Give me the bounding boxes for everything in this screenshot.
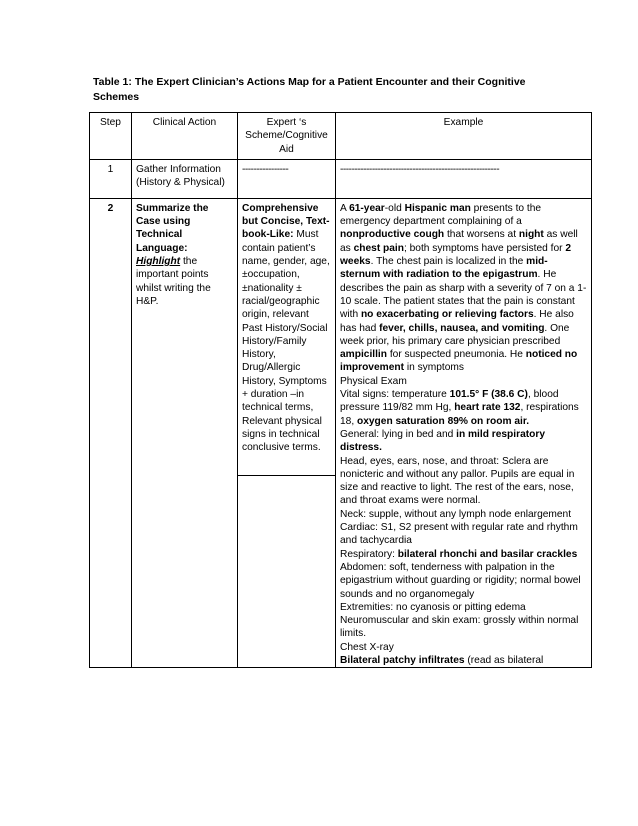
example-chest-xray-heading: Chest X-ray [340, 641, 394, 653]
table-row-step-2 [90, 198, 592, 667]
text-run: as well as [340, 229, 578, 254]
text-run: bilateral rhonchi and basilar crackles [397, 548, 578, 560]
step-2-number: 2 [107, 202, 114, 214]
table-row-step-1 [90, 159, 592, 198]
step-2-aid [238, 199, 335, 476]
step-1-example-dashes: ------------------------------------------------------- [340, 163, 500, 175]
step-1-action: Gather Information (History & Physical) [132, 159, 238, 198]
text-run: . The chest pain is localized in the [370, 256, 527, 268]
text-run: (read as bilateral [464, 654, 544, 666]
example-abdomen: Abdomen: soft, tenderness with palpation in the epigastrium without guarding or rigidity; normal bowel sounds and no organomegaly [340, 561, 581, 600]
example-heent: Head, eyes, ears, nose, and throat: Sclera are nonicteric and without any pallor. Pupils are equal in size and reactive to light. The rest of the ears, nose, and throat exams were normal. [340, 455, 575, 507]
step-2-aid-bold: Comprehensive but Concise, Text-book-Like: [242, 202, 330, 241]
example-extremities: Extremities: no cyanosis or pitting edema [340, 601, 526, 613]
example-physical-exam-heading: Physical Exam [340, 375, 407, 387]
text-run: night [518, 229, 544, 241]
step-1-number: 1 [90, 159, 132, 198]
example-neuromuscular: Neuromuscular and skin exam: grossly within normal limits. [340, 615, 579, 640]
example-history-paragraph [340, 202, 587, 375]
step-2-example [336, 198, 592, 667]
example-infiltrates [340, 654, 587, 667]
text-run: , respirations 18, [340, 402, 579, 427]
text-run: oxygen saturation 89% on room air. [357, 415, 530, 427]
text-run: 2 weeks [340, 242, 572, 268]
text-run: ampicillin [340, 349, 387, 361]
text-run: 61-year [349, 202, 385, 214]
example-cardiac: Cardiac: S1, S2 present with regular rate and rhythm and tachycardia [340, 522, 578, 547]
text-run: . One week prior, his primary care physician prescribed [340, 322, 570, 347]
step-2-action-highlight: Highlight [136, 256, 181, 268]
text-run: noticed no improvement [340, 349, 578, 374]
text-run: ; both symptoms have persisted for [403, 242, 566, 254]
text-run: Bilateral patchy infiltrates [340, 654, 465, 666]
step-2-action-bold: Summarize the Case using Technical Language: [136, 202, 209, 254]
example-vital-signs [340, 388, 587, 428]
text-run: chest pain [353, 242, 404, 254]
text-run: Hispanic man [404, 202, 471, 214]
text-run: for suspected pneumonia. He [387, 349, 526, 361]
example-respiratory [340, 548, 587, 561]
text-run: heart rate 132 [454, 402, 521, 414]
table-header-row [90, 113, 592, 160]
step-2-aid-rest: Must contain patient’s name, gender, age, ±occupation, ±nationality ± racial/geographic origin, relevant Past History/Social History/Family History, Drug/Allergic History, Symptoms + duration –in technical terms, Relevant physical signs in technical conclusive terms. [242, 229, 330, 454]
text-run: . He describes the pain as sharp with a severity of 7 on a 1-10 scale. The patient states that the pain is constant with [340, 269, 587, 321]
text-run: 101.5° F (38.6 C) [449, 389, 528, 401]
text-run: General: lying in bed and [340, 428, 457, 440]
example-neck: Neck: supple, without any lymph node enlargement [340, 508, 572, 520]
text-run: that worsens at [444, 229, 519, 241]
text-run: nonproductive cough [340, 229, 445, 241]
step-2-action-rest: the important points whilst writing the H&P. [136, 256, 211, 307]
example-general [340, 428, 587, 455]
text-run: no exacerbating or relieving factors [360, 309, 534, 321]
header-example: Example [336, 113, 592, 160]
text-run: fever, chills, nausea, and vomiting [379, 322, 545, 334]
step-1-aid-dashes: ---------------- [242, 163, 289, 175]
actions-map-table [89, 112, 592, 668]
text-run: presents to the emergency department complaining of a [340, 202, 542, 228]
text-run: in mild respiratory distress. [340, 428, 545, 454]
text-run: . He also has had [340, 309, 574, 334]
text-run: A [340, 202, 350, 214]
header-step: Step [90, 113, 132, 160]
table-caption: Table 1: The Expert Clinician’s Actions Map for a Patient Encounter and their Cognitive Schemes [93, 76, 526, 103]
text-run: Respiratory: [340, 548, 398, 560]
header-clinical-action: Clinical Action [132, 113, 238, 160]
text-run: in symptoms [403, 362, 464, 374]
header-cognitive-aid: Expert ‘s Scheme/Cognitive Aid [238, 113, 336, 160]
step-2-action [132, 198, 238, 667]
text-run: , blood pressure 119/82 mm Hg, [340, 389, 559, 414]
text-run: mid-sternum with radiation to the epigastrum [340, 256, 548, 281]
text-run: Vital signs: temperature [340, 389, 450, 401]
text-run: -old [384, 202, 405, 214]
